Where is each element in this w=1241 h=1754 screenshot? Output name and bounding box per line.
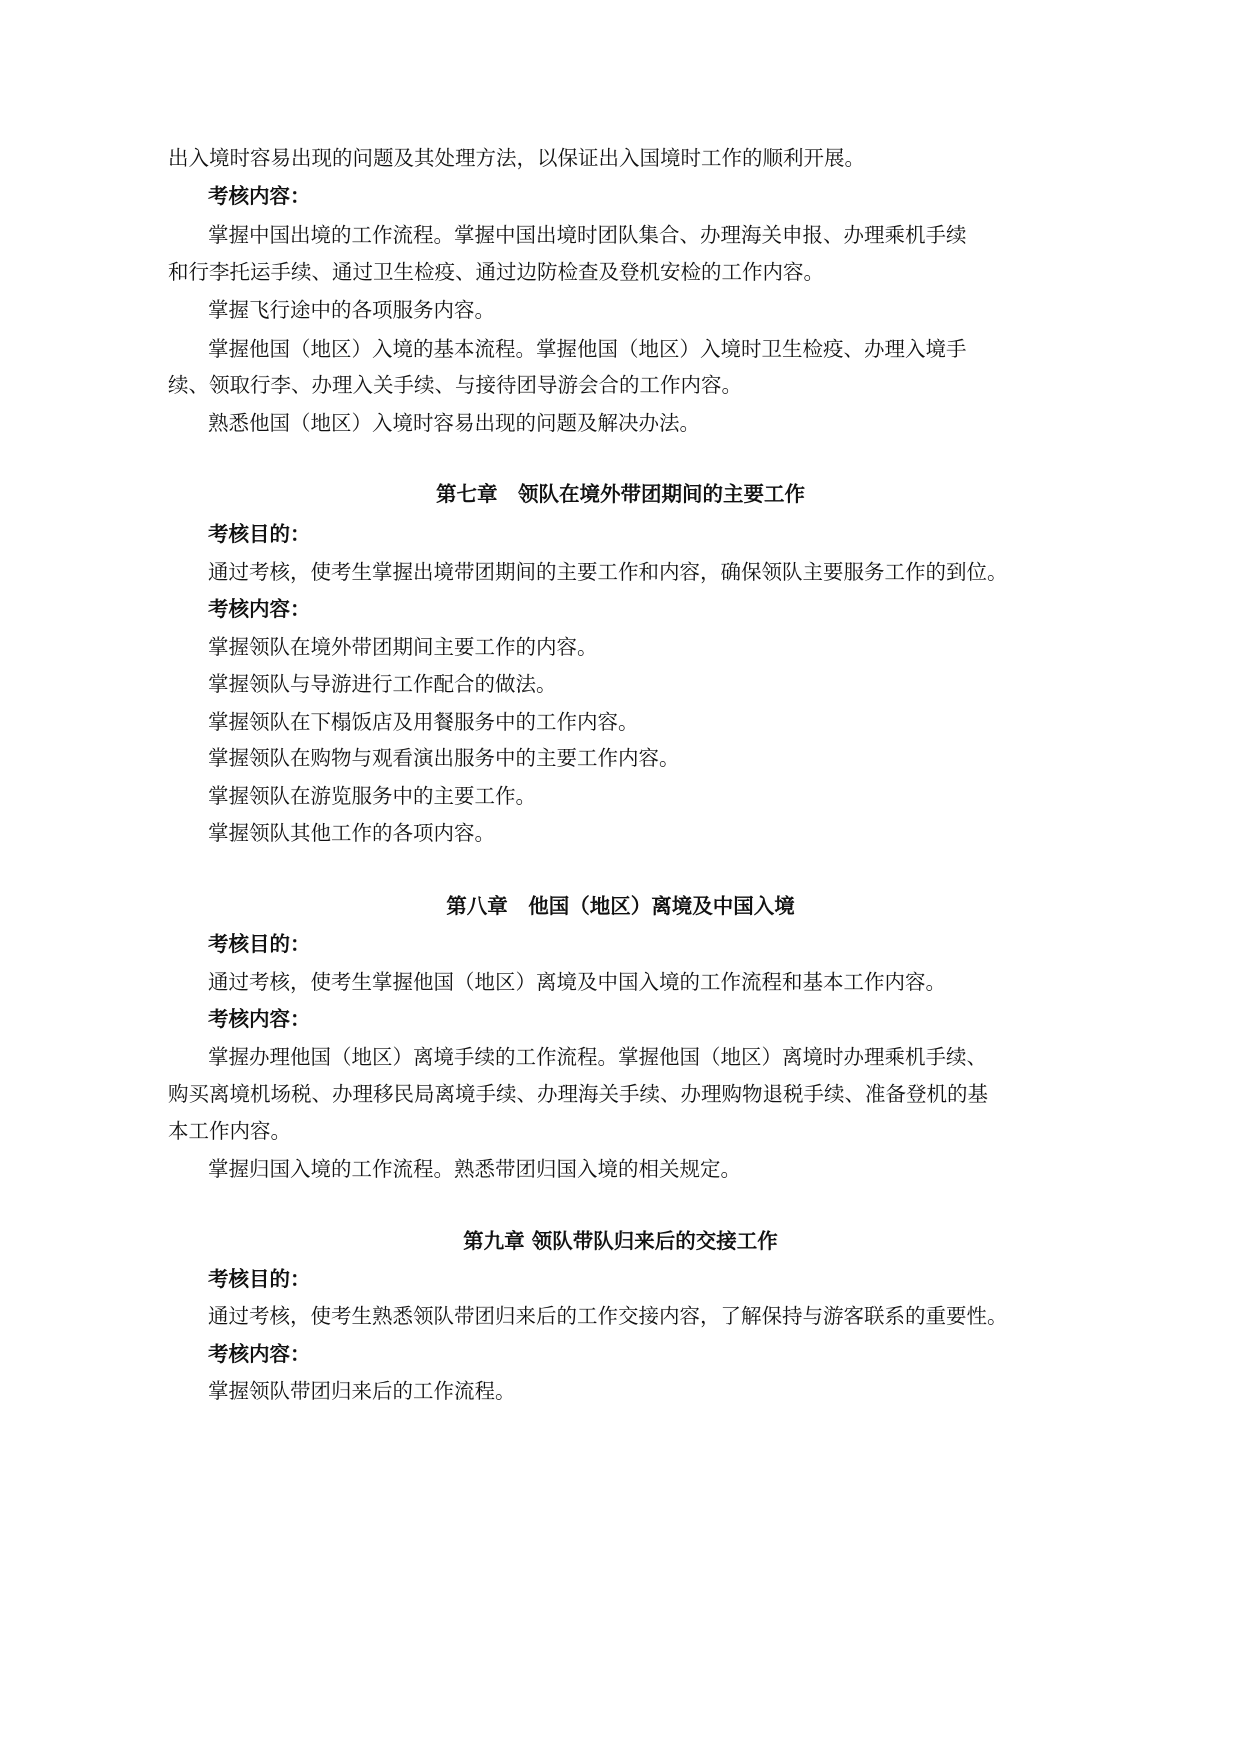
chapter7-title: 第七章 领队在境外带团期间的主要工作 xyxy=(436,482,805,506)
chapter9-purpose: 通过考核，使考生熟悉领队带团归来后的工作交接内容，了解保持与游客联系的重要性。 xyxy=(208,1304,1008,1328)
chapter9-content-1: 掌握领队带团归来后的工作流程。 xyxy=(208,1379,516,1403)
chapter7-purpose: 通过考核，使考生掌握出境带团期间的主要工作和内容，确保领队主要服务工作的到位。 xyxy=(208,560,1008,584)
chapter7-item: 掌握领队在境外带团期间主要工作的内容。 xyxy=(208,635,598,659)
intro-content-1a: 掌握中国出境的工作流程。掌握中国出境时团队集合、办理海关申报、办理乘机手续 xyxy=(208,223,967,247)
chapter9-label-content: 考核内容： xyxy=(208,1342,311,1366)
chapter7-item: 掌握领队在下榻饭店及用餐服务中的工作内容。 xyxy=(208,710,639,734)
intro-content-1b: 和行李托运手续、通过卫生检疫、通过边防检查及登机安检的工作内容。 xyxy=(168,260,824,284)
chapter7-item: 掌握领队与导游进行工作配合的做法。 xyxy=(208,672,557,696)
intro-label-content: 考核内容： xyxy=(208,184,311,208)
chapter8-purpose: 通过考核，使考生掌握他国（地区）离境及中国入境的工作流程和基本工作内容。 xyxy=(208,970,946,994)
intro-paragraph-1: 出入境时容易出现的问题及其处理方法，以保证出入国境时工作的顺利开展。 xyxy=(168,146,865,170)
intro-content-3a: 掌握他国（地区）入境的基本流程。掌握他国（地区）入境时卫生检疫、办理入境手 xyxy=(208,337,967,361)
chapter9-title: 第九章 领队带队归来后的交接工作 xyxy=(463,1229,778,1253)
intro-content-3b: 续、领取行李、办理入关手续、与接待团导游会合的工作内容。 xyxy=(168,373,742,397)
chapter8-content-1a: 掌握办理他国（地区）离境手续的工作流程。掌握他国（地区）离境时办理乘机手续、 xyxy=(208,1045,987,1069)
chapter8-content-1c: 本工作内容。 xyxy=(168,1119,291,1143)
chapter7-label-content: 考核内容： xyxy=(208,597,311,621)
chapter8-title: 第八章 他国（地区）离境及中国入境 xyxy=(446,894,795,918)
chapter7-item: 掌握领队在游览服务中的主要工作。 xyxy=(208,784,536,808)
chapter7-item: 掌握领队其他工作的各项内容。 xyxy=(208,821,495,845)
chapter8-label-purpose: 考核目的： xyxy=(208,932,311,956)
chapter8-label-content: 考核内容： xyxy=(208,1007,311,1031)
chapter8-content-2: 掌握归国入境的工作流程。熟悉带团归国入境的相关规定。 xyxy=(208,1157,741,1181)
intro-content-2: 掌握飞行途中的各项服务内容。 xyxy=(208,298,495,322)
chapter8-content-1b: 购买离境机场税、办理移民局离境手续、办理海关手续、办理购物退税手续、准备登机的基 xyxy=(168,1082,988,1106)
chapter7-label-purpose: 考核目的： xyxy=(208,522,311,546)
chapter9-label-purpose: 考核目的： xyxy=(208,1267,311,1291)
chapter7-item: 掌握领队在购物与观看演出服务中的主要工作内容。 xyxy=(208,746,680,770)
intro-content-4: 熟悉他国（地区）入境时容易出现的问题及解决办法。 xyxy=(208,411,700,435)
